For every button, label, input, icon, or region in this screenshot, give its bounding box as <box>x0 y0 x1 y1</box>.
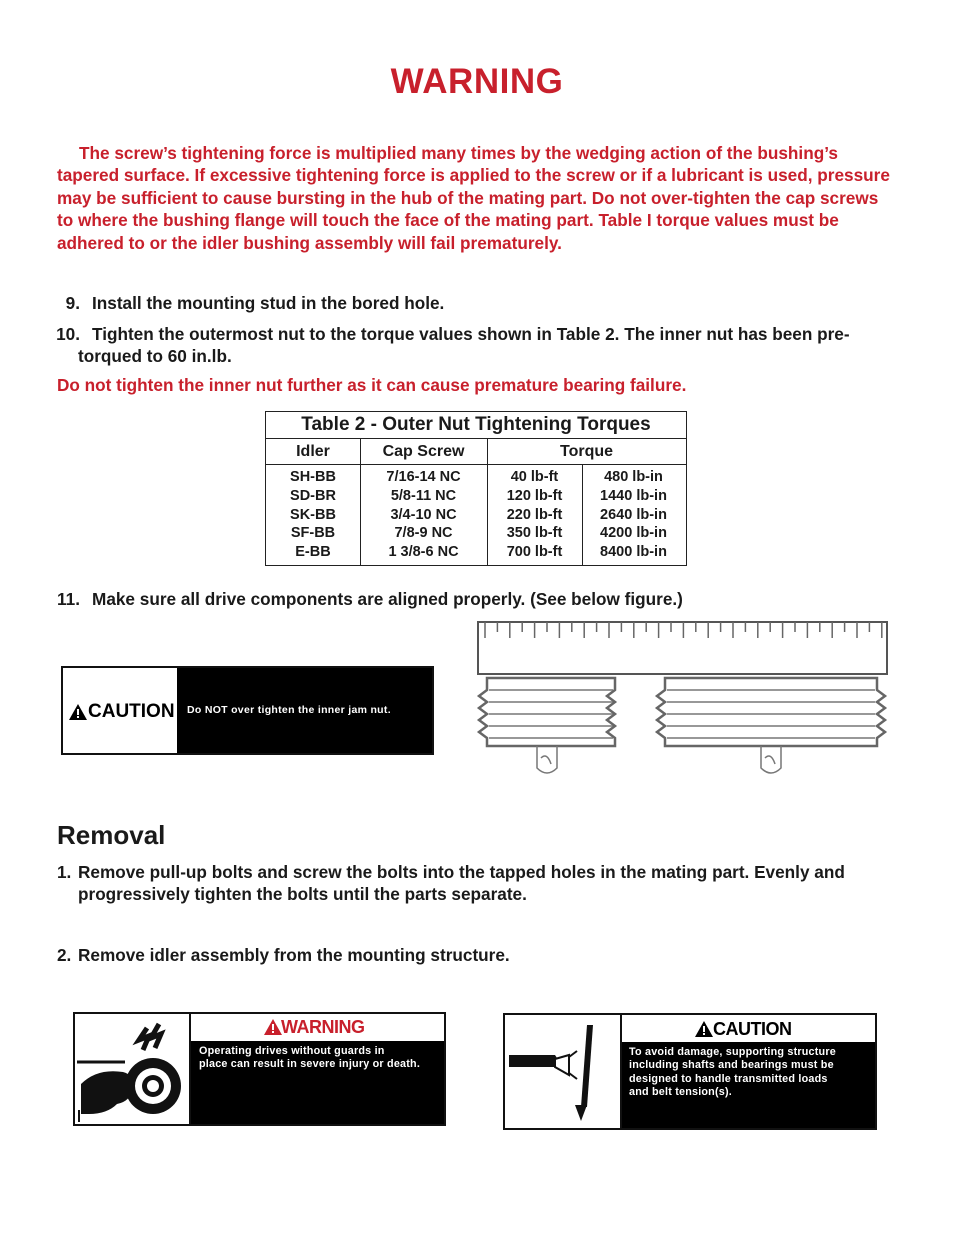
table-cell: 40 lb-ft <box>510 469 559 485</box>
message-line: Operating drives without guards in <box>199 1045 385 1057</box>
removal-heading: Removal <box>57 820 166 850</box>
table-cell: 1440 lb-in <box>600 487 667 504</box>
step-number: 2. <box>57 945 72 965</box>
step-number: 9. <box>65 293 80 313</box>
message-line: designed to handle transmitted loads <box>629 1072 828 1085</box>
caution-structure-label <box>503 1013 877 1130</box>
table-cell: 350 lb-ft <box>506 525 563 542</box>
warning-triangle-icon <box>694 1020 714 1038</box>
caution-sign-message <box>629 1046 836 1100</box>
caution-message: Do NOT over tighten the inner jam nut. <box>187 704 391 716</box>
table-cell: SH-BB <box>290 469 336 485</box>
table-cell: 220 lb-ft <box>506 506 563 523</box>
warning-title: WARNING <box>390 62 564 101</box>
table-cell: SF-BB <box>290 525 336 542</box>
table-divider <box>266 464 686 465</box>
step-text: Make sure all drive components are aligned properly. (See below figure.) <box>92 589 683 609</box>
table-cell: 4200 lb-in <box>600 525 667 542</box>
step-text: Install the mounting stud in the bored hole. <box>92 293 445 313</box>
table-cell: 8400 lb-in <box>600 544 667 561</box>
header-cap-screw: Cap Screw <box>382 443 465 460</box>
step-number: 1. <box>57 862 72 882</box>
step-text-line1: Remove pull-up bolts and screw the bolts into the tapped holes in the mating part. Evenly and <box>78 862 845 882</box>
warning-triangle-icon <box>68 703 88 721</box>
warning-guard-label <box>73 1012 446 1126</box>
header-idler: Idler <box>296 443 330 460</box>
message-line: including shafts and bearings must be <box>629 1059 834 1072</box>
caution-sign-label: CAUTION <box>713 1019 792 1039</box>
table-cell: E-BB <box>295 544 331 561</box>
hand-in-pulley-icon <box>77 1018 187 1122</box>
structure-arrow-icon <box>507 1021 619 1125</box>
table-cell: 1 3/8-6 NC <box>388 544 459 561</box>
table-cell: SD-BR <box>290 487 336 504</box>
table-cell: 480 lb-in <box>604 469 663 485</box>
column-idler <box>266 468 360 562</box>
warning-paragraph: The screw’s tightening force is multiplied many times by the wedging action of the bushing’s tapered surface. If excessive tightening force is applied to the screw or if a lubricant is used, pressure may be sufficient to cause bursting in the hub of the mating part. Do not over-tighten the cap screws to where the bushing flange will touch the face of the mating part. Table I torque values must be adhered to or the idler bushing assembly will fail prematurely. <box>57 143 890 253</box>
message-line: To avoid damage, supporting structure <box>629 1046 836 1058</box>
step-text-line1: Tighten the outermost nut to the torque values shown in Table 2. The inner nut has been pre- <box>92 324 850 344</box>
message-line: place can result in severe injury or death. <box>199 1058 421 1071</box>
table-cell: 120 lb-ft <box>506 487 563 504</box>
table-caption: Table 2 - Outer Nut Tightening Torques <box>301 414 651 435</box>
table-divider <box>266 438 686 439</box>
warning-triangle-icon <box>263 1018 283 1036</box>
caution-label-jam-nut <box>61 666 434 755</box>
table-cell: 3/4-10 NC <box>390 506 457 523</box>
step-number: 11. <box>57 589 80 609</box>
torque-table <box>265 411 687 566</box>
column-torque-lbin <box>582 468 685 562</box>
warning-sign-label: WARNING <box>281 1017 365 1037</box>
step-number: 10. <box>56 324 80 344</box>
column-cap-screw <box>360 468 487 562</box>
table-cell: 2640 lb-in <box>600 506 667 523</box>
header-torque: Torque <box>559 443 614 460</box>
red-note: Do not tighten the inner nut further as it can cause premature bearing failure. <box>57 375 687 395</box>
step-text-line2: torqued to 60 in.lb. <box>78 346 232 367</box>
caution-label-text: CAUTION <box>88 701 175 722</box>
warning-sign-message <box>199 1045 420 1072</box>
table-cell: 7/16-14 NC <box>386 469 461 485</box>
step-text: Remove idler assembly from the mounting structure. <box>78 945 510 965</box>
table-cell: 700 lb-ft <box>506 544 563 561</box>
message-line: and belt tension(s). <box>629 1086 732 1099</box>
step-text-line2: progressively tighten the bolts until the parts separate. <box>78 884 527 905</box>
table-cell: 5/8-11 NC <box>390 487 457 504</box>
column-torque-lbft <box>487 468 582 562</box>
straightedge-alignment-figure <box>475 618 890 778</box>
table-cell: SK-BB <box>290 506 336 523</box>
table-cell: 7/8-9 NC <box>394 525 453 542</box>
